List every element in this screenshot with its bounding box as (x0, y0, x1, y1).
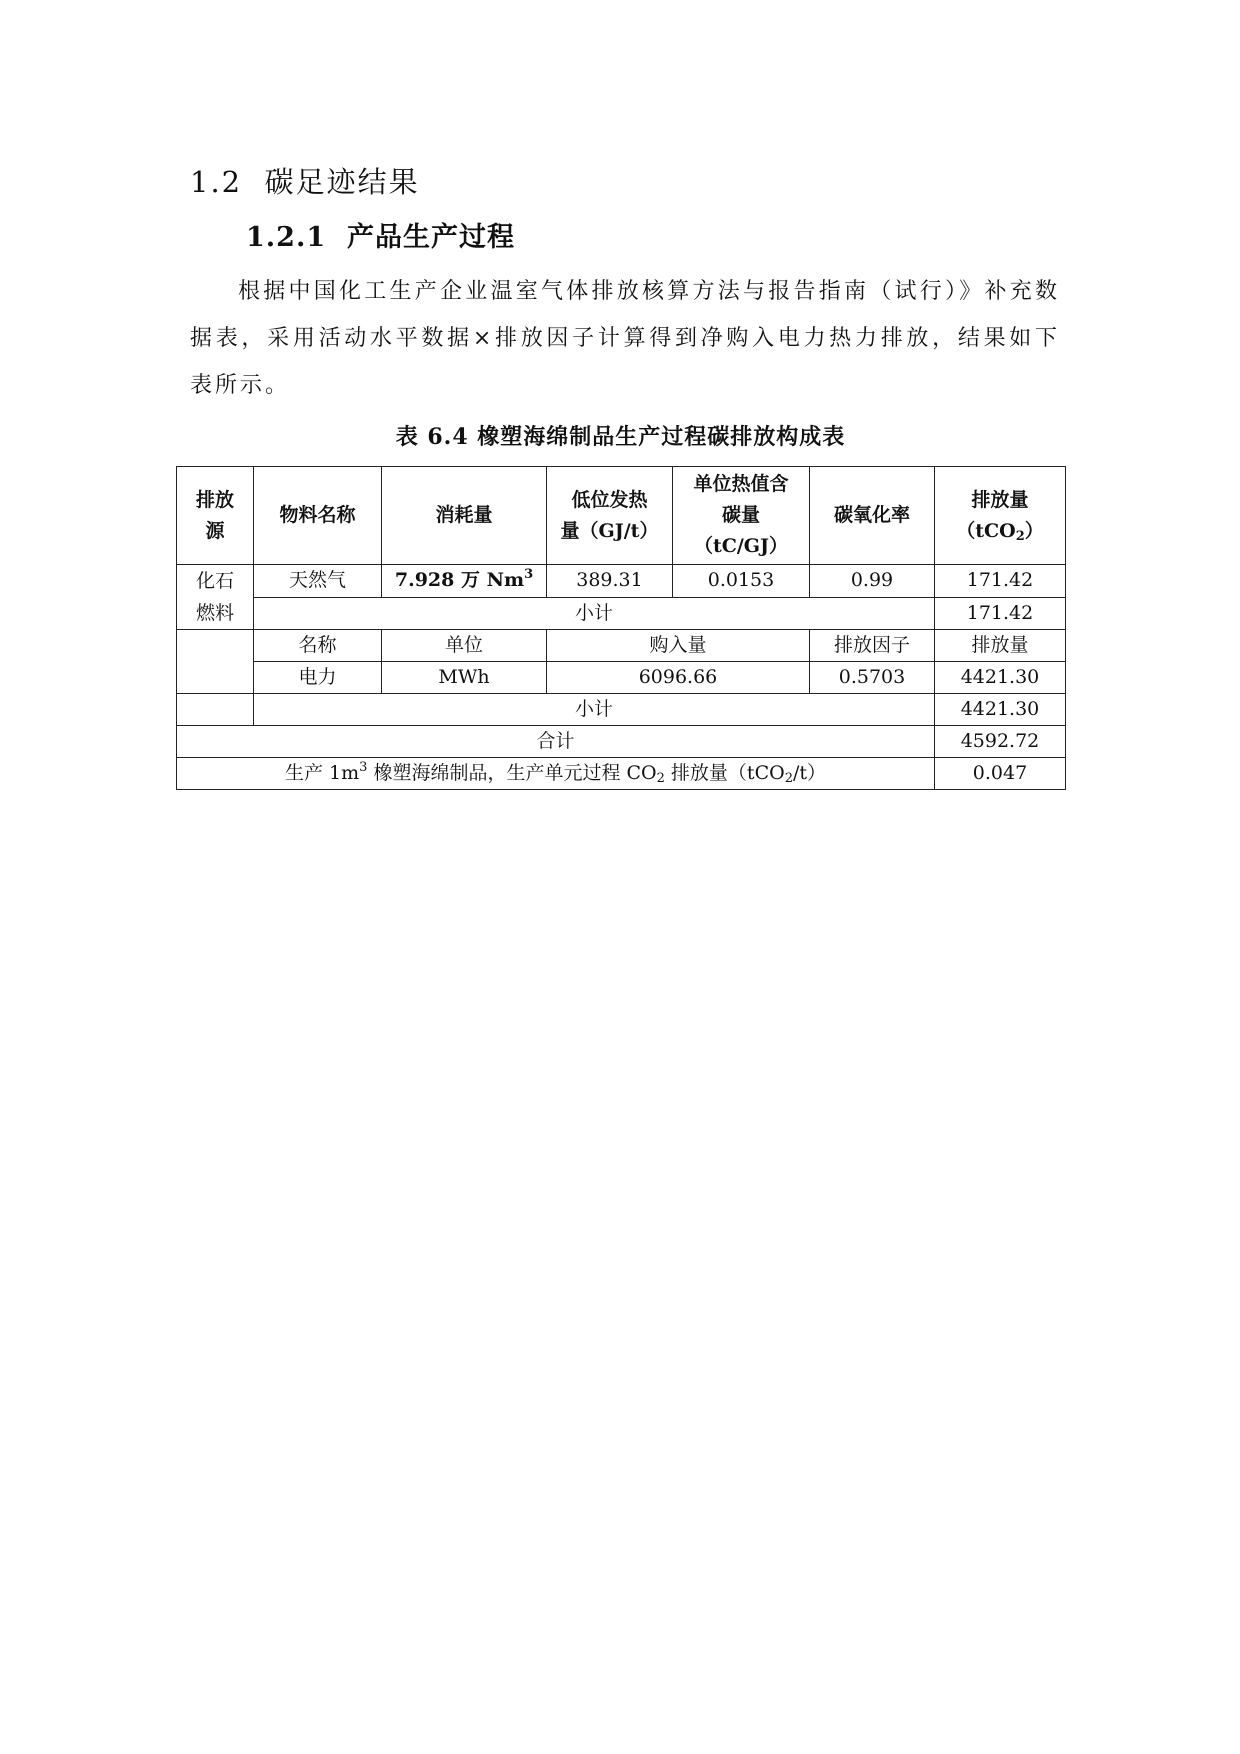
header-cc-line1: 单位热值含 (693, 473, 789, 495)
table-row-unit-emission (177, 758, 1066, 790)
fuel-subtotal-value: 171.42 (935, 597, 1066, 630)
fuel-oxidation: 0.99 (810, 565, 935, 598)
fuel-ncv: 389.31 (547, 565, 673, 598)
fuel-subtotal-label: 小计 (254, 597, 935, 630)
body-paragraph: 根据中国化工生产企业温室气体排放核算方法与报告指南（试行）》补充数据表，采用活动水平数据×排放因子计算得到净购入电力热力排放，结果如下表所示。 (190, 279, 1060, 398)
fuel-source-line1: 化石 (195, 570, 234, 592)
power-emission: 4421.30 (935, 662, 1066, 694)
fuel-source-line2: 燃料 (195, 602, 234, 624)
header-emission-line2: （tCO$_2$） (956, 519, 1044, 544)
subsection-title: 产品生产过程 (346, 222, 515, 253)
header-emission-line1: 排放量 (971, 488, 1029, 511)
fuel-source-cell (177, 565, 254, 630)
total-label: 合计 (177, 726, 935, 758)
fuel-consumption: 7.928 万 Nm$^3$ (382, 565, 547, 598)
header-source (177, 467, 254, 565)
table-header-row (177, 467, 1066, 565)
emission-table (176, 466, 1066, 790)
subsection-heading (246, 215, 515, 254)
header-consumption: 消耗量 (382, 467, 547, 565)
power-header-unit: 单位 (382, 630, 547, 662)
power-purchase: 6096.66 (547, 662, 810, 694)
subsection-number: 1.2.1 (246, 222, 327, 253)
section-title: 碳足迹结果 (264, 165, 420, 199)
fuel-material: 天然气 (254, 565, 382, 598)
power-name: 电力 (254, 662, 382, 694)
power-source-cell (177, 630, 254, 694)
power-header-factor: 排放因子 (810, 630, 935, 662)
table-row-fuel-subtotal (177, 597, 1066, 630)
power-header-purchase: 购入量 (547, 630, 810, 662)
table-row-power-subtotal (177, 694, 1066, 726)
header-emission (935, 467, 1066, 565)
section-number: 1.2 (190, 165, 243, 199)
power-unit: MWh (382, 662, 547, 694)
total-value: 4592.72 (935, 726, 1066, 758)
fuel-carbon-content: 0.0153 (673, 565, 810, 598)
power-subtotal-label: 小计 (254, 694, 935, 726)
power-subtotal-source-cell (177, 694, 254, 726)
power-factor: 0.5703 (810, 662, 935, 694)
header-ncv (547, 467, 673, 565)
header-oxidation: 碳氧化率 (810, 467, 935, 565)
header-ncv-line1: 低位发热 (571, 488, 648, 511)
table-row-power (177, 662, 1066, 694)
power-subtotal-value: 4421.30 (935, 694, 1066, 726)
unit-emission-value: 0.047 (935, 758, 1066, 790)
table-row-fuel (177, 565, 1066, 598)
unit-emission-label: 生产 $1m^3$ 橡塑海绵制品，生产单元过程 $CO_2$ 排放量（tCO$_2$/t） (177, 758, 935, 790)
table-row-power-header (177, 630, 1066, 662)
power-header-name: 名称 (254, 630, 382, 662)
header-material: 物料名称 (254, 467, 382, 565)
power-header-emission: 排放量 (935, 630, 1066, 662)
table-row-total (177, 726, 1066, 758)
fuel-emission: 171.42 (935, 565, 1066, 598)
header-source-line1: 排放 (195, 488, 234, 511)
header-carbon-content (673, 467, 810, 565)
header-ncv-line2: 量（GJ/t） (560, 519, 659, 542)
table-caption: 表 6.4 橡塑海绵制品生产过程碳排放构成表 (395, 424, 846, 450)
header-source-line2: 源 (205, 519, 225, 542)
header-cc-line3: （tC/GJ） (693, 535, 789, 557)
header-cc-line2: 碳量 (721, 504, 760, 526)
section-heading (190, 160, 420, 201)
